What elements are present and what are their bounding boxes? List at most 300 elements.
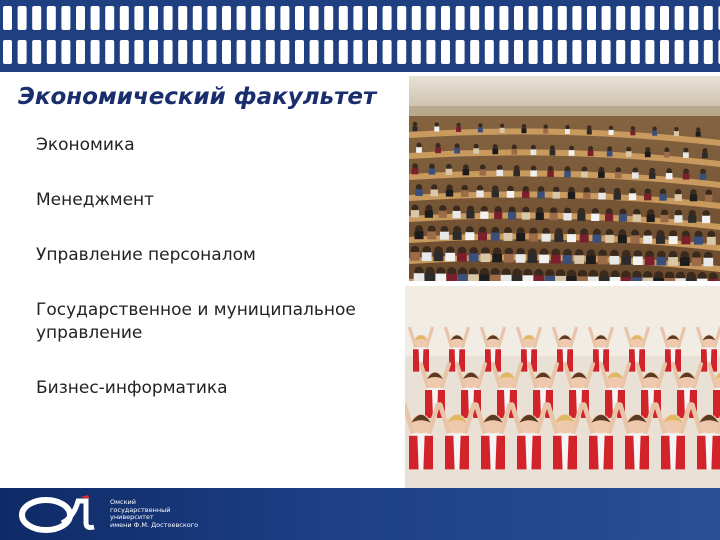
pattern-block — [572, 40, 581, 64]
student-body — [705, 195, 712, 202]
student-head — [626, 147, 631, 152]
student-body — [468, 274, 479, 281]
student-body — [591, 214, 599, 221]
student-body — [539, 255, 549, 264]
student-head — [607, 146, 612, 151]
student-body — [674, 215, 682, 222]
pattern-block — [499, 6, 508, 30]
student-body — [446, 274, 457, 281]
pattern-block — [207, 40, 216, 64]
pattern-block — [645, 6, 654, 30]
university-name — [110, 499, 220, 529]
pattern-block — [616, 40, 625, 64]
lecture-hall-photo — [409, 76, 720, 281]
student-body — [610, 256, 620, 265]
pattern-block — [587, 40, 596, 64]
student-body — [440, 232, 449, 240]
student-head — [664, 147, 669, 152]
program-item: Государственное и муниципальное управление — [36, 300, 356, 343]
student-head — [631, 126, 635, 130]
student-body — [439, 211, 447, 218]
student-body — [566, 276, 577, 281]
student-head — [413, 122, 417, 126]
student-body — [529, 233, 538, 241]
student-body — [703, 258, 713, 267]
student-body — [632, 277, 643, 281]
university-name-line: имени Ф.М. Достоевского — [110, 520, 199, 529]
student-body — [707, 237, 716, 245]
student-body — [683, 152, 689, 158]
student-body — [415, 189, 422, 196]
student-body — [664, 278, 675, 281]
header-pattern-graphic — [0, 0, 720, 72]
student-body — [534, 276, 545, 281]
pattern-block — [514, 6, 523, 30]
student-body — [434, 253, 444, 262]
pattern-block — [383, 40, 392, 64]
student-body — [527, 254, 537, 263]
student-body — [680, 257, 690, 266]
student-body — [653, 278, 664, 281]
pattern-block — [18, 40, 27, 64]
student-body — [697, 279, 708, 281]
pattern-block — [32, 6, 41, 30]
student-head — [478, 123, 482, 127]
student-body — [577, 276, 588, 281]
student-body — [478, 232, 487, 240]
student-body — [480, 253, 490, 262]
student-body — [581, 171, 588, 177]
student-head — [702, 148, 707, 153]
student-body — [694, 237, 703, 245]
student-body — [577, 213, 585, 220]
student-body — [457, 274, 468, 281]
student-body — [490, 275, 501, 281]
student-body — [479, 274, 490, 281]
pattern-block — [660, 40, 669, 64]
student-body — [479, 169, 486, 175]
pattern-block — [47, 6, 56, 30]
university-name-line: университет — [110, 513, 154, 522]
student-body — [633, 256, 643, 265]
student-body — [609, 130, 614, 135]
pattern-block — [558, 40, 567, 64]
program-item: Бизнес-информатика — [36, 378, 228, 398]
student-body — [567, 234, 576, 242]
student-body — [592, 235, 601, 243]
pattern-block — [280, 40, 289, 64]
pattern-block — [616, 6, 625, 30]
student-body — [588, 277, 599, 281]
student-body — [463, 169, 470, 175]
pattern-block — [529, 6, 538, 30]
student-body — [563, 213, 571, 220]
pattern-block — [412, 6, 421, 30]
slide-title: Экономический факультет — [18, 84, 377, 110]
student-head — [588, 146, 593, 151]
pattern-block — [426, 6, 435, 30]
student-head — [609, 126, 613, 130]
student-body — [666, 173, 673, 179]
student-body — [469, 253, 479, 262]
pattern-block — [368, 6, 377, 30]
student-body — [568, 192, 575, 199]
footer-bar — [0, 488, 720, 540]
student-head — [493, 144, 498, 149]
pattern-block — [193, 6, 202, 30]
student-body — [686, 278, 697, 281]
student-body — [619, 214, 627, 221]
pattern-block — [105, 6, 114, 30]
student-body — [645, 152, 651, 158]
pattern-block — [3, 6, 12, 30]
pattern-block — [353, 6, 362, 30]
student-body — [618, 235, 627, 243]
students-illustration — [405, 286, 720, 488]
student-body — [492, 149, 498, 155]
student-body — [690, 194, 697, 201]
student-head — [522, 124, 526, 128]
student-head — [645, 147, 650, 152]
pattern-block — [295, 40, 304, 64]
student-body — [415, 231, 424, 239]
pattern-block — [704, 6, 713, 30]
student-body — [674, 131, 679, 136]
pattern-block — [91, 40, 100, 64]
student-body — [446, 169, 453, 175]
student-body — [542, 234, 551, 242]
student-head — [674, 127, 678, 131]
student-head — [474, 144, 479, 149]
pattern-block — [426, 40, 435, 64]
student-body — [675, 278, 686, 281]
pattern-block — [251, 40, 260, 64]
student-body — [429, 168, 436, 174]
student-body — [626, 151, 632, 157]
student-body — [511, 149, 517, 155]
student-body — [521, 128, 526, 133]
pattern-block — [222, 6, 231, 30]
student-body — [681, 236, 690, 244]
pattern-block — [222, 40, 231, 64]
pattern-block — [164, 6, 173, 30]
pattern-block — [485, 40, 494, 64]
pattern-block — [587, 6, 596, 30]
student-body — [669, 236, 678, 244]
student-body — [598, 256, 608, 265]
pattern-block — [499, 40, 508, 64]
program-item: Экономика — [36, 135, 135, 155]
pattern-block — [91, 6, 100, 30]
student-body — [555, 276, 566, 281]
student-body — [708, 279, 719, 281]
student-body — [413, 126, 418, 131]
student-body — [523, 275, 534, 281]
pattern-block — [514, 40, 523, 64]
pattern-block — [32, 40, 41, 64]
student-body — [656, 236, 665, 244]
student-body — [434, 127, 439, 132]
student-body — [492, 254, 502, 263]
student-body — [550, 150, 556, 156]
pattern-block — [704, 40, 713, 64]
student-body — [583, 192, 590, 199]
student-body — [580, 234, 589, 242]
pattern-block — [280, 6, 289, 30]
pattern-block — [193, 40, 202, 64]
pattern-block — [295, 6, 304, 30]
student-body — [500, 128, 505, 133]
pattern-block — [178, 6, 187, 30]
pattern-block — [631, 40, 640, 64]
student-body — [516, 233, 525, 241]
pattern-block — [324, 6, 333, 30]
pattern-block — [368, 40, 377, 64]
student-head — [587, 125, 591, 129]
student-body — [629, 193, 636, 200]
student-body — [416, 147, 422, 153]
student-body — [614, 193, 621, 200]
student-head — [436, 143, 441, 148]
pattern-block — [485, 6, 494, 30]
student-body — [649, 173, 656, 179]
pattern-block — [134, 40, 143, 64]
student-head — [435, 122, 439, 126]
student-head — [544, 124, 548, 128]
student-body — [569, 150, 575, 156]
student-body — [530, 170, 537, 176]
pattern-block — [543, 6, 552, 30]
student-body — [605, 235, 614, 243]
student-body — [700, 174, 707, 180]
student-body — [702, 216, 710, 223]
student-body — [411, 210, 419, 217]
pattern-block — [572, 6, 581, 30]
pattern-block — [237, 40, 246, 64]
pattern-block — [558, 6, 567, 30]
student-body — [554, 234, 563, 242]
student-body — [425, 273, 436, 281]
student-head — [531, 145, 536, 150]
student-body — [668, 257, 678, 266]
pattern-block — [164, 40, 173, 64]
student-body — [422, 252, 432, 261]
student-body — [496, 170, 503, 176]
pattern-block — [383, 6, 392, 30]
student-body — [431, 189, 438, 196]
pattern-block — [675, 6, 684, 30]
student-body — [664, 152, 670, 158]
pattern-block — [47, 40, 56, 64]
university-name-line: государственный — [110, 505, 171, 514]
student-body — [615, 172, 622, 178]
student-body — [516, 254, 526, 263]
student-body — [513, 170, 520, 176]
pattern-block — [675, 40, 684, 64]
pattern-block — [266, 40, 275, 64]
student-body — [508, 212, 516, 219]
student-body — [473, 148, 479, 154]
pattern-block — [251, 6, 260, 30]
student-head — [569, 146, 574, 151]
student-body — [631, 235, 640, 243]
pattern-block — [324, 40, 333, 64]
student-body — [586, 256, 596, 265]
student-body — [507, 191, 514, 198]
pattern-block — [178, 40, 187, 64]
pattern-block — [543, 40, 552, 64]
student-body — [501, 275, 512, 281]
student-body — [643, 236, 652, 244]
header-pattern — [0, 0, 720, 72]
student-body — [598, 193, 605, 200]
student-body — [530, 149, 536, 155]
student-body — [454, 148, 460, 154]
student-head — [455, 143, 460, 148]
pattern-block — [207, 6, 216, 30]
student-body — [410, 252, 420, 261]
student-body — [659, 194, 666, 201]
student-body — [692, 258, 702, 267]
student-body — [452, 211, 460, 218]
student-head — [512, 144, 517, 149]
student-body — [478, 127, 483, 132]
pattern-block — [689, 6, 698, 30]
pattern-block — [456, 40, 465, 64]
student-body — [688, 215, 696, 222]
red-vest — [713, 390, 720, 418]
pattern-block — [339, 40, 348, 64]
student-body — [412, 168, 419, 174]
pattern-block — [120, 40, 129, 64]
pattern-block — [149, 40, 158, 64]
student-body — [435, 274, 446, 281]
student-body — [598, 172, 605, 178]
student-body — [660, 215, 668, 222]
student-body — [647, 215, 655, 222]
student-body — [621, 256, 631, 265]
pattern-block — [602, 40, 611, 64]
university-logo — [16, 493, 102, 535]
student-body — [435, 148, 441, 154]
pattern-block — [397, 40, 406, 64]
pattern-block — [18, 6, 27, 30]
student-body — [702, 153, 708, 159]
pattern-block — [441, 40, 450, 64]
program-list — [36, 134, 396, 400]
student-body — [457, 253, 467, 262]
pattern-block — [76, 6, 85, 30]
pattern-block — [470, 6, 479, 30]
pattern-block — [266, 6, 275, 30]
student-body — [610, 277, 621, 281]
student-body — [414, 273, 425, 281]
student-body — [574, 255, 584, 264]
student-body — [633, 214, 641, 221]
student-head — [565, 125, 569, 129]
student-body — [453, 232, 462, 240]
student-body — [512, 275, 523, 281]
pattern-block — [310, 40, 319, 64]
student-body — [476, 190, 483, 197]
student-body — [550, 213, 558, 220]
program-item: Менеджмент — [36, 190, 155, 210]
student-body — [480, 211, 488, 218]
lecture-hall-illustration — [409, 76, 720, 281]
pattern-block — [645, 40, 654, 64]
program-item: Управление персоналом — [36, 245, 256, 265]
student-body — [543, 129, 548, 134]
student-body — [553, 192, 560, 199]
pattern-block — [76, 40, 85, 64]
student-body — [644, 194, 651, 201]
pattern-block — [61, 6, 70, 30]
student-body — [522, 191, 529, 198]
pattern-block — [689, 40, 698, 64]
student-body — [632, 172, 639, 178]
student-body — [427, 231, 436, 239]
student-head — [550, 145, 555, 150]
student-body — [675, 194, 682, 201]
student-body — [607, 151, 613, 157]
university-name-line: Омский — [110, 498, 136, 506]
student-body — [544, 276, 555, 281]
student-body — [599, 277, 610, 281]
student-body — [652, 131, 657, 136]
student-body — [605, 214, 613, 221]
student-body — [491, 233, 500, 241]
student-body — [494, 212, 502, 219]
student-body — [461, 190, 468, 197]
student-body — [630, 130, 635, 135]
pattern-block — [61, 40, 70, 64]
student-body — [503, 233, 512, 241]
student-body — [465, 232, 474, 240]
pattern-block — [660, 6, 669, 30]
pattern-block — [105, 40, 114, 64]
pattern-block — [3, 40, 12, 64]
pattern-block — [149, 6, 158, 30]
pattern-block — [353, 40, 362, 64]
student-body — [696, 132, 701, 137]
student-body — [504, 254, 514, 263]
pattern-block — [456, 6, 465, 30]
pattern-block — [441, 6, 450, 30]
student-body — [547, 171, 554, 177]
pattern-block — [397, 6, 406, 30]
student-body — [492, 191, 499, 198]
student-body — [456, 127, 461, 132]
student-body — [564, 171, 571, 177]
student-body — [522, 212, 530, 219]
student-body — [588, 151, 594, 157]
student-body — [656, 257, 666, 266]
pattern-block — [237, 6, 246, 30]
student-body — [551, 255, 561, 264]
student-body — [683, 173, 690, 179]
pattern-block — [339, 6, 348, 30]
student-body — [563, 255, 573, 264]
student-body — [587, 129, 592, 134]
pattern-block — [529, 40, 538, 64]
student-body — [445, 253, 455, 262]
student-body — [642, 278, 653, 281]
student-head — [416, 143, 421, 148]
student-head — [696, 127, 700, 131]
student-head — [456, 123, 460, 127]
student-body — [466, 211, 474, 218]
student-head — [500, 124, 504, 128]
